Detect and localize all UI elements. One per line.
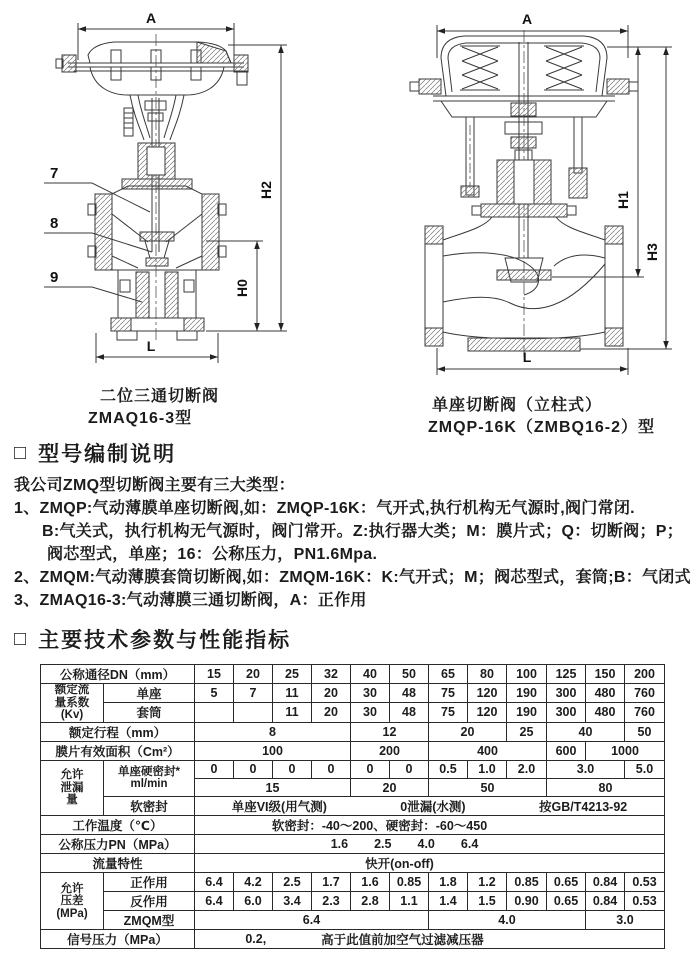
table-cell — [234, 703, 273, 722]
table-cell: 20 — [429, 722, 507, 741]
row-label: 反作用 — [104, 892, 195, 911]
left-dim-h2-label: H2 — [258, 181, 274, 199]
right-dim-l — [437, 348, 628, 375]
table-cell: 1.7 — [312, 873, 351, 892]
row-label: ZMQM型 — [104, 911, 195, 930]
table-cell: 25 — [507, 722, 547, 741]
pn-seg: 6.4 — [460, 837, 479, 852]
table-cell: 7 — [234, 684, 273, 703]
table-cell: 480 — [586, 703, 625, 722]
table-cell: 200 — [351, 741, 429, 760]
model-intro-line: 我公司ZMQ型切断阀主要有三大类型： — [14, 477, 295, 494]
row-label: 公称通径DN（mm） — [41, 665, 195, 684]
signal-seg: 高于此值前加空气过滤减压器 — [321, 933, 484, 948]
table-cell: 80 — [468, 665, 507, 684]
model-description — [14, 474, 691, 612]
right-dim-a-label: A — [521, 11, 533, 27]
table-cell: 0.85 — [507, 873, 547, 892]
table-cell: 50 — [390, 665, 429, 684]
table-cell: 20 — [234, 665, 273, 684]
params-section-header — [14, 624, 291, 654]
row-label: 流量特性 — [41, 854, 195, 873]
dp-group-line: 允许 — [60, 882, 84, 895]
model-line-5: 3、ZMAQ16-3:气动薄膜三通切断阀，A：正作用 — [14, 592, 367, 609]
soft-seal-seg: 按GB/T4213-92 — [539, 800, 628, 815]
table-cell: 8 — [195, 722, 351, 741]
table-cell: 15 — [195, 778, 351, 796]
row-label: 公称压力PN（MPa） — [41, 835, 195, 854]
table-cell: 100 — [195, 741, 351, 760]
table-cell: 0 — [312, 760, 351, 778]
callout-9-label: 9 — [50, 269, 59, 286]
table-cell: 40 — [351, 665, 390, 684]
row-kv-sleeve — [41, 703, 665, 722]
right-valve-caption-line1: 单座切断阀（立柱式） — [432, 397, 603, 414]
table-cell: 120 — [468, 684, 507, 703]
table-cell: 12 — [351, 722, 429, 741]
table-cell: 11 — [273, 684, 312, 703]
table-cell: 0.85 — [390, 873, 429, 892]
table-cell: 4.2 — [234, 873, 273, 892]
soft-seal-seg: 0泄漏(水测) — [400, 800, 466, 815]
table-cell: 0 — [195, 760, 234, 778]
leakage-group-line: 量 — [66, 794, 78, 807]
kv-group-line: (Kv) — [60, 709, 84, 721]
table-cell: 190 — [507, 703, 547, 722]
pn-seg: 2.5 — [374, 837, 392, 852]
table-cell: 75 — [429, 703, 468, 722]
table-cell: 1.0 — [468, 760, 507, 778]
left-dim-a-label: A — [145, 10, 157, 26]
model-line-4: 2、ZMQM:气动薄膜套筒切断阀,如：ZMQM-16K：K:气开式；M；阀芯型式，套筒;B：气闭式 — [14, 569, 691, 586]
dp-group-line: 压差 — [60, 895, 84, 908]
table-cell: 400 — [429, 741, 547, 760]
table-cell: 200 — [625, 665, 665, 684]
leakage-group-label — [41, 760, 104, 816]
pn-seg: 4.0 — [417, 837, 435, 852]
table-cell: 11 — [273, 703, 312, 722]
table-cell: 1.1 — [390, 892, 429, 911]
model-line-1: 1、ZMQP:气动薄膜单座切断阀,如：ZMQP-16K：气开式,执行机构无气源时,阀门常闭. — [14, 500, 635, 517]
flow-value: 快开(on-off) — [365, 857, 434, 872]
soft-seal-seg: 单座VI级(用气测) — [231, 800, 327, 815]
table-cell: 32 — [312, 665, 351, 684]
params-section-title: 主要技术参数与性能指标 — [38, 629, 292, 652]
row-leakage-soft — [41, 797, 665, 816]
table-cell: 0 — [234, 760, 273, 778]
table-cell: 190 — [507, 684, 547, 703]
left-actuator-diaphragm — [56, 42, 248, 95]
table-cell: 0.65 — [547, 873, 586, 892]
left-dim-h0-label: H0 — [234, 279, 250, 297]
right-valve-caption-line2: ZMQP-16K（ZMBQ16-2）型 — [428, 419, 656, 436]
right-dim-a — [437, 11, 628, 58]
row-label: 软密封 — [104, 797, 195, 816]
row-travel — [41, 722, 665, 741]
model-line-3: 阀芯型式，单座；16：公称压力，PN1.6Mpa. — [47, 546, 378, 563]
row-dp-direct — [41, 873, 665, 892]
table-cell — [195, 703, 234, 722]
right-dim-h1-label: H1 — [615, 191, 631, 209]
row-kv-single — [41, 684, 665, 703]
table-cell: 0.90 — [507, 892, 547, 911]
table-cell: 0.65 — [547, 892, 586, 911]
row-pn — [41, 835, 665, 854]
table-cell: 2.5 — [273, 873, 312, 892]
model-line-2: B:气关式，执行机构无气源时，阀门常开。Z:执行器大类；M：膜片式；Q：切断阀；P； — [42, 523, 684, 540]
table-cell — [195, 835, 665, 854]
model-section-title: 型号编制说明 — [38, 443, 177, 466]
callout-9-leader — [44, 287, 142, 302]
row-dn — [41, 665, 665, 684]
right-dim-l-label: L — [522, 349, 532, 365]
row-signal — [41, 930, 665, 949]
section-square-bullet: □ — [14, 441, 27, 464]
table-cell: 0.5 — [429, 760, 468, 778]
table-cell: 1.8 — [429, 873, 468, 892]
right-bonnet — [472, 160, 576, 217]
row-label: 工作温度（℃） — [41, 816, 195, 835]
table-cell: 30 — [351, 703, 390, 722]
table-cell: 300 — [547, 684, 586, 703]
table-cell: 0.84 — [586, 892, 625, 911]
hard-seal-label-line: ml/min — [130, 778, 168, 791]
table-cell: 75 — [429, 684, 468, 703]
table-cell: 48 — [390, 703, 429, 722]
leakage-group-line: 允许 — [60, 769, 84, 782]
table-cell: 5.0 — [625, 760, 665, 778]
table-cell: 48 — [390, 684, 429, 703]
table-cell: 20 — [312, 684, 351, 703]
left-dim-l — [96, 333, 218, 363]
row-label: 信号压力（MPa） — [41, 930, 195, 949]
spec-table — [40, 664, 665, 949]
table-cell: 0.53 — [625, 873, 665, 892]
table-cell: 2.8 — [351, 892, 390, 911]
table-cell: 40 — [547, 722, 625, 741]
table-cell: 3.4 — [273, 892, 312, 911]
row-leakage-hard — [41, 760, 665, 778]
leakage-group-line: 泄漏 — [60, 781, 84, 794]
row-label: 单座 — [104, 684, 195, 703]
table-cell: 50 — [625, 722, 665, 741]
dp-group-line: (MPa) — [56, 907, 88, 920]
table-cell: 3.0 — [586, 911, 665, 930]
table-cell: 480 — [586, 684, 625, 703]
table-cell: 15 — [195, 665, 234, 684]
table-cell: 3.0 — [547, 760, 625, 778]
kv-group-line: 额定流 — [54, 684, 90, 696]
left-valve-caption-line2: ZMAQ16-3型 — [88, 410, 193, 427]
actuator-spring-left — [460, 46, 500, 90]
table-cell: 2.0 — [507, 760, 547, 778]
table-cell: 65 — [429, 665, 468, 684]
table-cell: 1.5 — [468, 892, 507, 911]
table-cell: 0.84 — [586, 873, 625, 892]
table-cell: 6.4 — [195, 873, 234, 892]
table-cell: 50 — [429, 778, 547, 796]
valve-drawings — [0, 0, 700, 380]
table-cell: 150 — [586, 665, 625, 684]
row-label: 套筒 — [104, 703, 195, 722]
kv-group-label — [41, 684, 104, 723]
table-cell: 6.0 — [234, 892, 273, 911]
table-cell: 0 — [273, 760, 312, 778]
table-cell — [195, 816, 665, 835]
right-dim-h3-label: H3 — [644, 243, 660, 261]
table-cell: 25 — [273, 665, 312, 684]
table-cell: 2.3 — [312, 892, 351, 911]
row-flow — [41, 854, 665, 873]
table-cell: 20 — [312, 703, 351, 722]
dp-group-label — [41, 873, 104, 930]
table-cell: 1.2 — [468, 873, 507, 892]
row-temp — [41, 816, 665, 835]
left-valve-caption-line1: 二位三通切断阀 — [100, 388, 220, 405]
table-cell: 4.0 — [429, 911, 586, 930]
table-cell: 100 — [507, 665, 547, 684]
table-cell: 1.4 — [429, 892, 468, 911]
hard-seal-label — [104, 760, 195, 797]
table-cell: 1000 — [586, 741, 665, 760]
table-cell: 0 — [390, 760, 429, 778]
left-valve-body — [88, 186, 226, 340]
table-cell: 120 — [468, 703, 507, 722]
signal-seg: 0.2, — [245, 932, 267, 947]
left-bonnet — [122, 143, 192, 189]
table-cell: 0.53 — [625, 892, 665, 911]
table-cell: 1.6 — [351, 873, 390, 892]
row-label: 额定行程（mm） — [41, 722, 195, 741]
section-square-bullet: □ — [14, 627, 27, 650]
travel-scale — [124, 108, 133, 136]
table-cell: 300 — [547, 703, 586, 722]
row-dp-reverse — [41, 892, 665, 911]
table-cell: 760 — [625, 684, 665, 703]
callout-7-label: 7 — [50, 165, 59, 182]
table-cell: 760 — [625, 703, 665, 722]
table-cell: 20 — [351, 778, 429, 796]
table-cell: 6.4 — [195, 911, 429, 930]
left-valve-drawing — [44, 10, 287, 363]
table-cell: 125 — [547, 665, 586, 684]
row-dp-zmqm — [41, 911, 665, 930]
table-cell: 600 — [547, 741, 586, 760]
row-label: 膜片有效面积（Cm²） — [41, 741, 195, 760]
table-cell: 0 — [351, 760, 390, 778]
right-valve-drawing — [410, 11, 672, 375]
actuator-spring-right — [544, 46, 584, 90]
callout-8-label: 8 — [50, 215, 59, 232]
temp-value: 软密封：-40～200、硬密封：-60～450 — [271, 819, 488, 834]
table-cell: 5 — [195, 684, 234, 703]
left-dim-l-label: L — [146, 338, 156, 354]
table-cell: 80 — [547, 778, 665, 796]
hard-seal-label-line: 单座硬密封* — [118, 765, 180, 778]
row-diaphragm-area — [41, 741, 665, 760]
table-cell — [195, 854, 665, 873]
pn-seg: 1.6 — [330, 837, 349, 852]
kv-group-line: 量系数 — [54, 696, 90, 709]
table-cell — [195, 797, 665, 816]
table-cell: 6.4 — [195, 892, 234, 911]
table-cell — [195, 930, 665, 949]
row-label: 正作用 — [104, 873, 195, 892]
table-cell: 30 — [351, 684, 390, 703]
model-section-header — [14, 438, 176, 468]
